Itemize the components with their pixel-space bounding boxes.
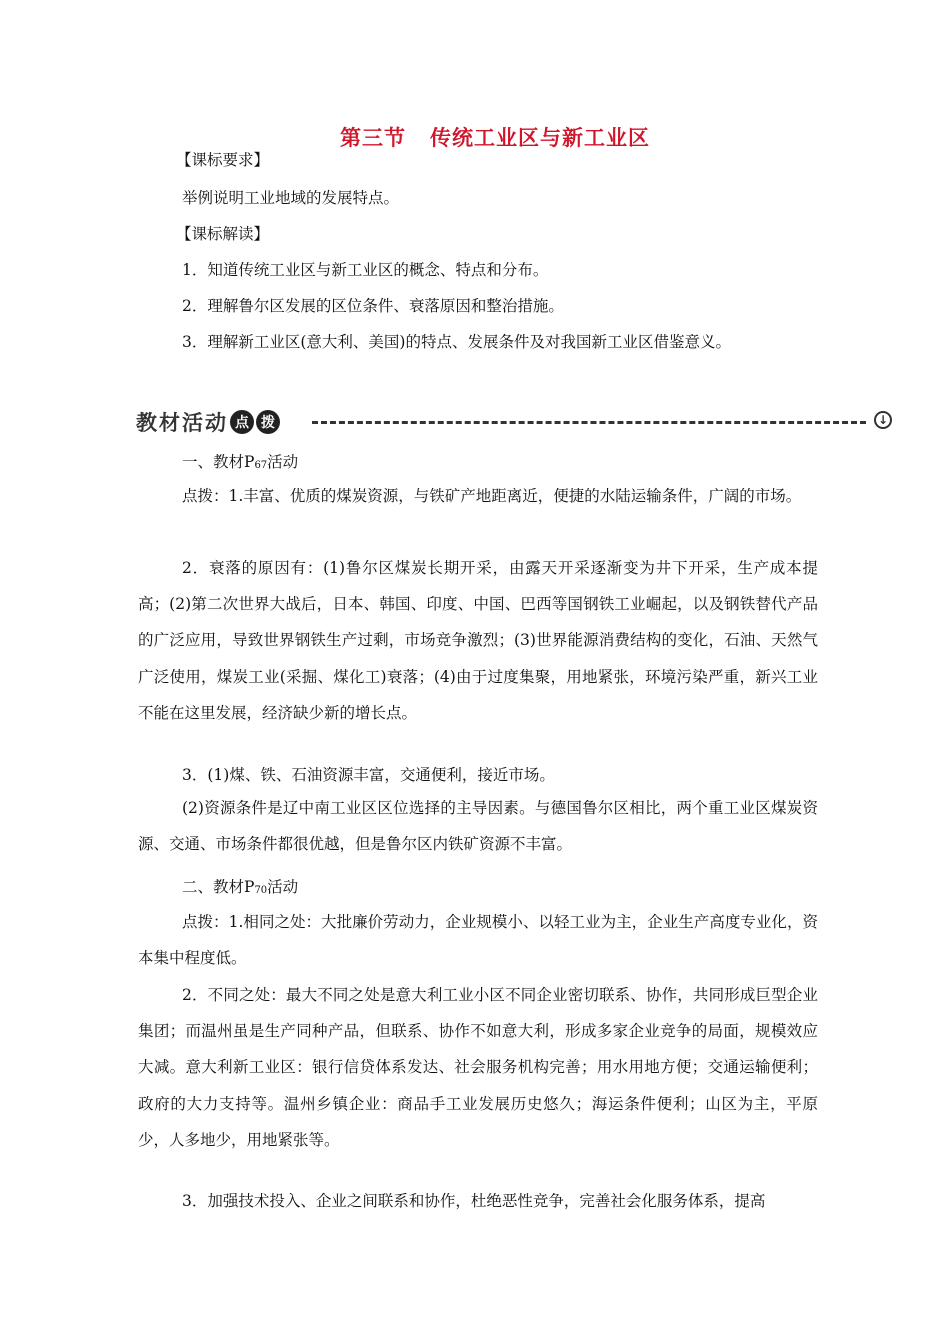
paragraph: 点拨：1.丰富、优质的煤炭资源，与铁矿产地距离近，便捷的水陆运输条件，广阔的市场。 [182,487,802,505]
banner-char: 活 [182,411,203,435]
paragraph: 2．衰落的原因有：(1)鲁尔区煤炭长期开采，由露天开采逐渐变为井下开采，生产成本提高；(2)第二次世界大战后，日本、韩国、印度、中国、巴西等国钢铁工业崛起，以及钢铁替代产品的广泛应用，导致世界钢铁生产过剩，市场竞争激烈；(3)世界能源消费结构的变化，石油、天然气广泛使用，煤炭工业(采掘、煤化工)衰落；(4)由于过度集聚，用地紧张，环境污染严重，新兴工业不能在这里发展，经济缺少新的增长点。 [138,559,818,722]
interpretation-item: 1．知道传统工业区与新工业区的概念、特点和分布。 [182,261,549,279]
title-section-number: 第三节 [340,126,406,150]
section-heading-suffix: 活动 [267,453,299,471]
requirement-text: 举例说明工业地域的发展特点。 [182,189,400,207]
section-heading-prefix: 二、教材P [182,878,255,896]
interpretation-heading: 【课标解读】 [176,225,270,243]
banner-title [136,407,280,437]
paragraph: 3．(1)煤、铁、石油资源丰富，交通便利，接近市场。 [182,766,555,784]
interpretation-item: 2．理解鲁尔区发展的区位条件、衰落原因和整治措施。 [182,297,564,315]
banner-dashed-line [312,421,866,424]
banner-circle-char: 拨 [256,410,280,434]
section-heading-suffix: 活动 [267,878,299,896]
paragraph: 点拨：1.相同之处：大批廉价劳动力，企业规模小、以轻工业为主，企业生产高度专业化，资本集中程度低。 [138,913,818,968]
section-heading [182,452,298,476]
page-number: 70 [254,885,268,896]
banner-char: 材 [159,411,180,435]
section-heading [182,877,298,901]
paragraph: 2．不同之处：最大不同之处是意大利工业小区不同企业密切联系、协作，共同形成巨型企业集团；而温州虽是生产同种产品，但联系、协作不如意大利，形成多家企业竞争的局面，规模效应大减。意大利新工业区：银行信贷体系发达、社会服务机构完善；用水用地方便；交通运输便利；政府的大力支持等。温州乡镇企业：商品手工业发展历史悠久；海运条件便利；山区为主，平原少，人多地少，用地紧张等。 [138,986,818,1149]
requirement-heading: 【课标要求】 [176,151,270,169]
banner-char: 动 [205,411,226,435]
paragraph: (2)资源条件是辽中南工业区区位选择的主导因素。与德国鲁尔区相比，两个重工业区煤炭资源、交通、市场条件都很优越，但是鲁尔区内铁矿资源不丰富。 [138,799,818,854]
interpretation-item: 3．理解新工业区(意大利、美国)的特点、发展条件及对我国新工业区借鉴意义。 [182,333,731,351]
paragraph: 3．加强技术投入、企业之间联系和协作，杜绝恶性竞争，完善社会化服务体系，提高 [182,1192,766,1210]
down-arrow-circle-icon: ↓ [874,411,892,429]
section-heading-prefix: 一、教材P [182,453,255,471]
banner-char: 教 [136,411,157,435]
textbook-activity-banner [136,405,892,439]
banner-circle-char: 点 [230,410,254,434]
page-title [0,122,950,152]
page-number: 67 [254,460,268,471]
title-section-name: 传统工业区与新工业区 [430,126,650,150]
